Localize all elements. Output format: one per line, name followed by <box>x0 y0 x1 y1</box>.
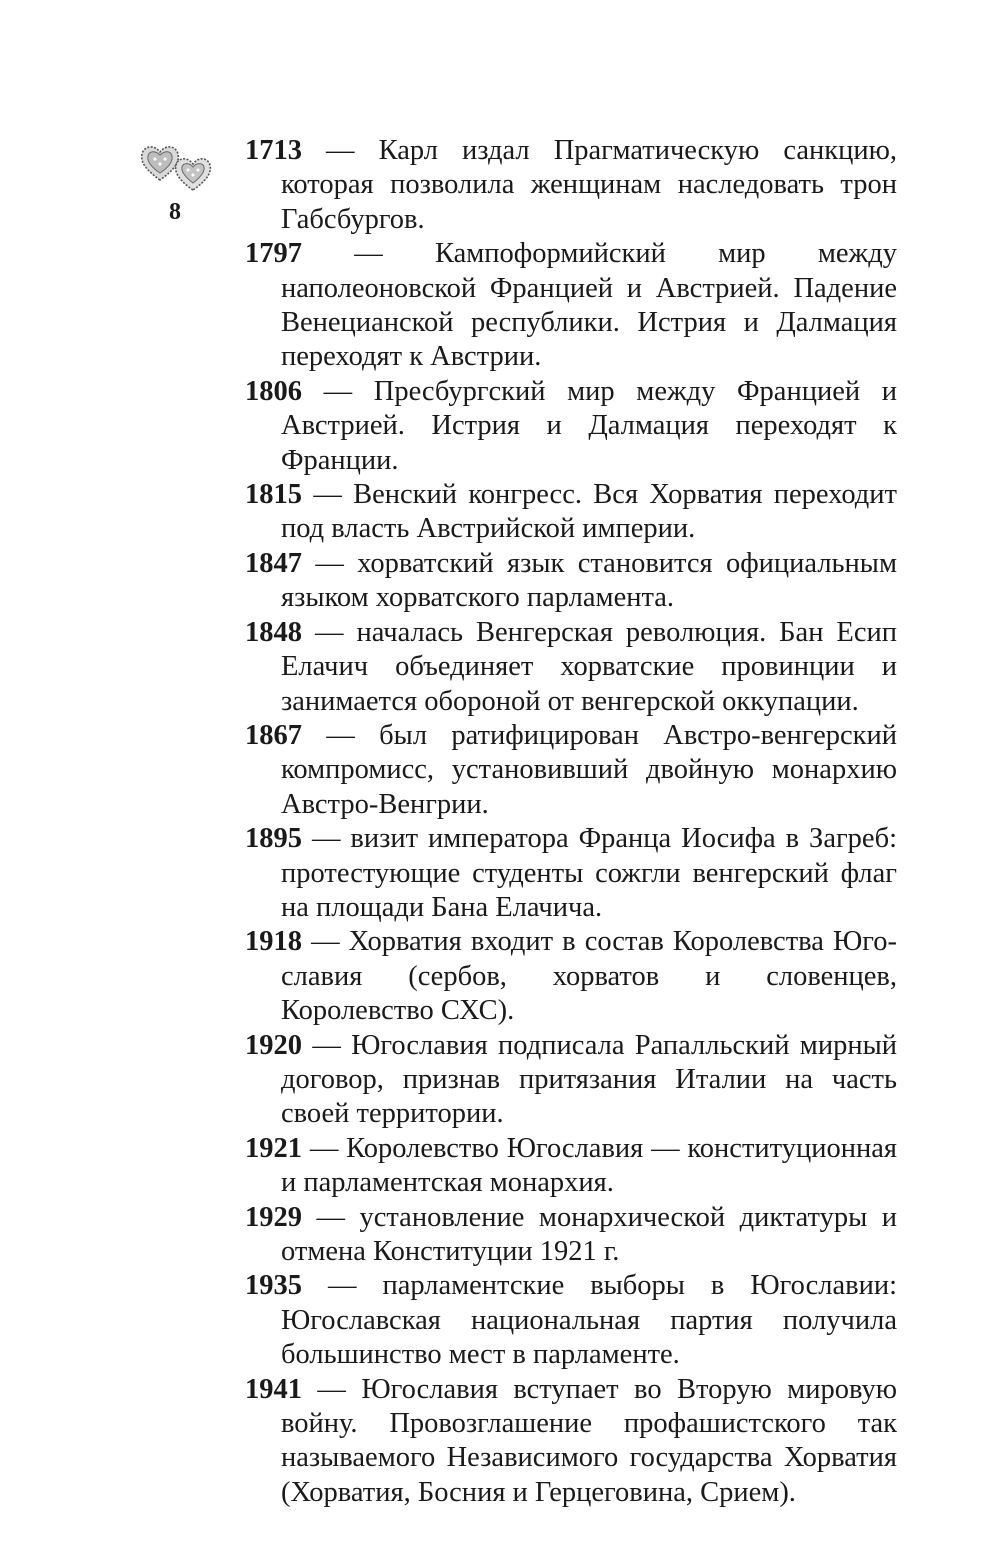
entry-text: — Кампоформийский мир между наполеоновской Францией и Австрией. Падение Венецианской республики. Истрия и Далмация переходят к Австрии. <box>281 238 897 373</box>
chronology-entry-1935 <box>245 1269 897 1372</box>
entry-text: — Хорватия входит в состав Королевства Югославия (сербов, хорватов и словенцев, Королевство СХС). <box>281 926 897 1027</box>
chronology-entry-1806 <box>245 375 897 478</box>
entry-text: — Карл издал Прагматическую санкцию, которая позволила женщинам наследовать трон Габсбургов. <box>281 135 897 235</box>
entry-text: — Королевство Югославия — конституционная и парламентская монархия. <box>281 1132 897 1199</box>
entry-text: — Венский конгресс. Вся Хорватия переходит под власть Австрийской империи. <box>281 479 897 545</box>
entry-text: — началась Венгерская революция. Бан Есип Елачич объединяет хорватские провинции и занимается обороной от венгерской оккупации. <box>281 616 897 717</box>
chronology-entry-1921 <box>245 1132 897 1201</box>
entry-text: — Пресбургский мир между Францией и Австрией. Истрия и Далмация переходят к Франции. <box>281 375 897 476</box>
entry-year: 1920 <box>245 1029 302 1061</box>
entry-year: 1929 <box>245 1201 302 1233</box>
heart-left-icon <box>142 147 179 180</box>
entry-year: 1815 <box>245 479 302 511</box>
chronology-entry-1918 <box>245 925 897 1028</box>
chronology-entry-1941 <box>245 1373 897 1511</box>
entry-text: — Югославия подписала Рапалльский мирный договор, признав притязания Италии на часть своей территории. <box>281 1029 897 1130</box>
chronology-list <box>245 134 897 1510</box>
entry-year: 1895 <box>245 823 302 855</box>
entry-year: 1941 <box>245 1373 302 1405</box>
chronology-entry-1920 <box>245 1029 897 1132</box>
entry-year: 1806 <box>245 375 302 407</box>
entry-text: — Югославия вступает во Вторую мировую войну. Провозглашение профашистского так называемого Независимого государства Хорватия (Хорватия, Босния и Герцеговина, Срием). <box>281 1373 897 1508</box>
entry-year: 1713 <box>245 135 302 166</box>
chronology-entry-1815 <box>245 478 897 547</box>
chronology-entry-1797 <box>245 237 897 375</box>
entry-year: 1935 <box>245 1270 302 1302</box>
chronology-entry-1867 <box>245 719 897 822</box>
entry-text: — установление монархической диктатуры и отмена Конституции 1921 г. <box>281 1201 897 1267</box>
entry-year: 1848 <box>245 616 302 648</box>
entry-text: — хорватский язык становится официальным языком хорватского парламента. <box>281 547 897 614</box>
chronology-entry-1895 <box>245 822 897 925</box>
chronology-entry-1848 <box>245 616 897 719</box>
entry-year: 1797 <box>245 238 302 270</box>
entry-text: — визит императора Франца Иосифа в Загреб: протестующие студенты сожгли венгерский флаг на площади Бана Елачича. <box>281 823 897 923</box>
double-heart-icon <box>138 140 218 192</box>
entry-text: — был ратифицирован Австро-венгерский компромисс, установивший двойную монархию Австро-Венгрии. <box>281 719 897 820</box>
chronology-entry-1847 <box>245 547 897 616</box>
page-number: 8 <box>169 199 181 225</box>
entry-year: 1918 <box>245 926 302 958</box>
chronology-entry-1929 <box>245 1201 897 1270</box>
entry-text: — парламентские выборы в Югославии: Югославская национальная партия получила большинство мест в парламенте. <box>281 1270 897 1371</box>
entry-year: 1847 <box>245 547 302 579</box>
entry-year: 1867 <box>245 719 302 751</box>
chronology-entry-1713 <box>245 134 897 237</box>
entry-year: 1921 <box>245 1132 302 1164</box>
heart-right-icon <box>176 159 211 190</box>
